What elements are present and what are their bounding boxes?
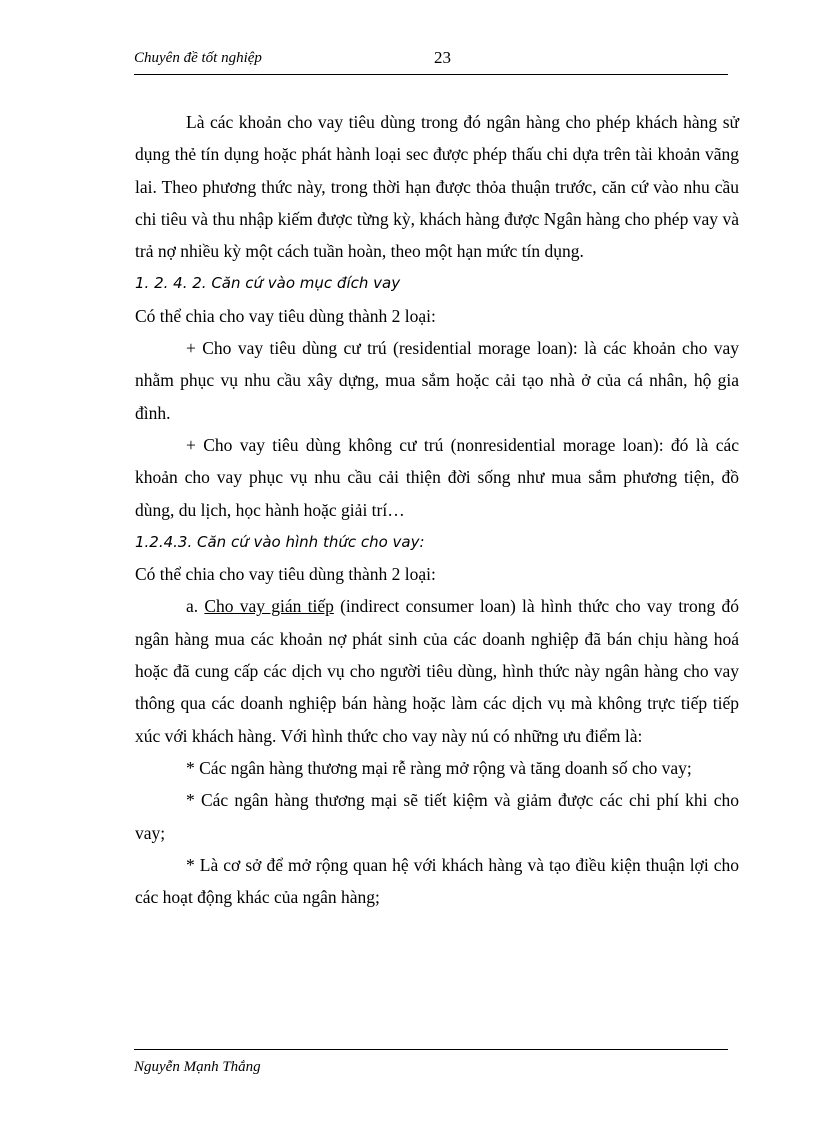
paragraph-two-types-form: Có thể chia cho vay tiêu dùng thành 2 loại: (135, 564, 436, 585)
advantage-item-2: * Các ngân hàng thương mại sẽ tiết kiệm và giảm được các chi phí khi cho vay; (135, 790, 739, 843)
page-content (135, 106, 739, 913)
page-footer (134, 1049, 728, 1075)
indirect-loan-description: (indirect consumer loan) là hình thức cho vay trong đó ngân hàng mua các khoản nợ phát sinh của các doanh nghiệp đã bán chịu hàng hoá hoặc đã cung cấp các dịch vụ cho người tiêu dùng, hình thức này ngân hàng cho vay thông qua các doanh nghiệp bán hàng hoặc làm các dịch vụ mà không trực tiếp tiếp xúc với khách hàng. Với hình thức cho vay này nú có những ưu điểm là: (135, 596, 739, 746)
paragraph-two-types-purpose: Có thể chia cho vay tiêu dùng thành 2 loại: (135, 305, 436, 326)
section-heading-purpose: 1. 2. 4. 2. Căn cứ vào mục đích vay (135, 274, 401, 293)
section-heading-form: 1.2.4.3. Căn cứ vào hình thức cho vay: (135, 532, 425, 551)
page-number: 23 (434, 48, 451, 67)
paragraph-credit-card-loans: Là các khoản cho vay tiêu dùng trong đó ngân hàng cho phép khách hàng sử dụng thẻ tín dụng hoặc phát hành loại sec được phép thấu chi dựa trên tài khoản vãng lai. Theo phương thức này, trong thời hạn được thỏa thuận trước, căn cứ vào nhu cầu chi tiêu và thu nhập kiếm được từng kỳ, khách hàng được Ngân hàng cho phép vay và trả nợ nhiều kỳ một cách tuần hoàn, theo một hạn mức tín dụng. (135, 112, 739, 262)
paragraph-nonresidential-loan: + Cho vay tiêu dùng không cư trú (nonresidential morage loan): đó là các khoản cho vay phục vụ nhu cầu cải thiện đời sống như mua sắm phương tiện, đồ dùng, du lịch, học hành hoặc giải trí… (135, 434, 739, 520)
author-name: Nguyễn Mạnh Thắng (134, 1059, 261, 1075)
indirect-loan-prefix: a. (186, 596, 205, 617)
paragraph-residential-loan: + Cho vay tiêu dùng cư trú (residential morage loan): là các khoản cho vay nhằm phục vụ nhu cầu xây dựng, mua sắm hoặc cải tạo nhà ở của cá nhân, hộ gia đình. (135, 338, 739, 423)
advantage-item-1: * Các ngân hàng thương mại rễ ràng mở rộng và tăng doanh số cho vay; (186, 757, 692, 778)
paragraph-indirect-loan (135, 590, 739, 751)
indirect-loan-term: Cho vay gián tiếp (204, 596, 334, 617)
page-header (134, 48, 728, 75)
header-title: Chuyên đề tốt nghiệp (134, 50, 262, 66)
advantage-item-3: * Là cơ sở để mở rộng quan hệ với khách hàng và tạo điều kiện thuận lợi cho các hoạt động khác của ngân hàng; (135, 854, 739, 908)
